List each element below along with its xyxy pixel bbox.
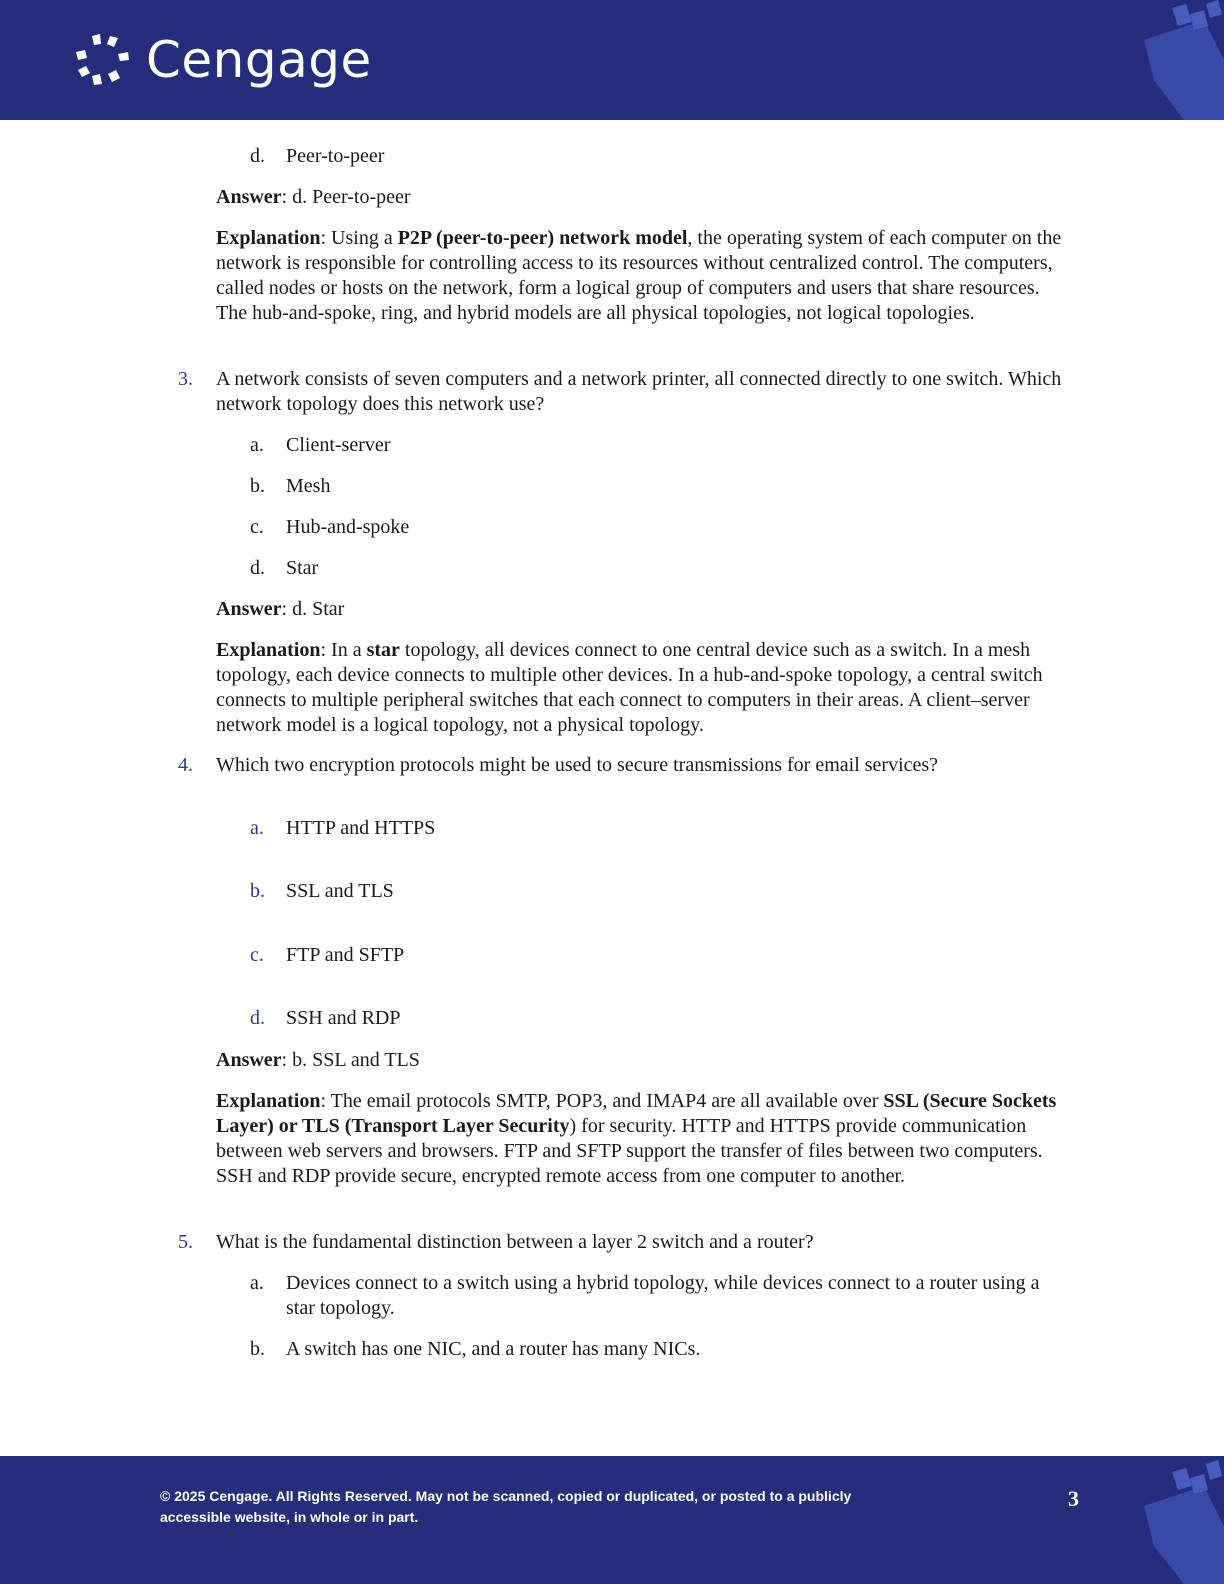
page-number: 3 <box>1068 1486 1079 1511</box>
question-3-explanation <box>216 638 1068 738</box>
explanation-text: : In a <box>320 639 367 661</box>
question-text: A network consists of seven computers and a network printer, all connected directly to one switch. Which network topology does this network use? <box>216 368 1062 415</box>
question-number: 4. <box>178 754 193 776</box>
option-letter: c. <box>250 516 264 538</box>
option-letter: d. <box>250 1007 265 1029</box>
option-text: Peer-to-peer <box>286 145 385 167</box>
explanation-label: Explanation <box>216 639 321 661</box>
option-text: SSH and RDP <box>286 1007 401 1029</box>
explanation-key-term: star <box>366 639 400 661</box>
explanation-text: : Using a <box>320 227 398 249</box>
explanation-key-term: P2P (peer-to-peer) network model <box>397 227 688 249</box>
explanation-text: : The email protocols SMTP, POP3, and IMAP4 are all available over <box>320 1090 884 1112</box>
option-text: A switch has one NIC, and a router has many NICs. <box>286 1338 701 1360</box>
explanation-text: , the operating system of each computer on the network is responsible for controlling access to its resources without centralized control. The computers, called nodes or hosts on the network, form a logical group of computers and users that share resources. The hub-and-spoke, ring, and hybrid models are all physical topologies, not logical topologies. <box>216 227 1062 324</box>
corner-decoration-icon <box>1134 0 1224 120</box>
option-text: SSL and TLS <box>286 880 394 902</box>
option-letter: d. <box>250 145 265 167</box>
page-header <box>0 0 1224 120</box>
option-text: Devices connect to a switch using a hybrid topology, while devices connect to a router using a star topology. <box>286 1272 1040 1319</box>
option-letter: a. <box>250 1272 264 1294</box>
question-3-answer <box>216 597 1068 622</box>
corner-decoration-icon <box>1134 1456 1224 1584</box>
question-4-explanation <box>216 1089 1068 1189</box>
option-letter: b. <box>250 475 265 497</box>
option-text: HTTP and HTTPS <box>286 817 436 839</box>
option-letter: a. <box>250 434 264 456</box>
brand-name: Cengage <box>146 31 372 89</box>
question-text: What is the fundamental distinction between a layer 2 switch and a router? <box>216 1231 814 1253</box>
answer-label: Answer <box>216 1049 282 1071</box>
explanation-key-term: SSL (Secure Sockets Layer) or TLS (Transport Layer Security <box>216 1090 1057 1137</box>
option-letter: a. <box>250 817 264 839</box>
cengage-logo-icon <box>72 30 142 90</box>
answer-text: : d. Peer-to-peer <box>281 186 411 208</box>
answer-text: : b. SSL and TLS <box>281 1049 420 1071</box>
copyright-notice: © 2025 Cengage. All Rights Reserved. May not be scanned, copied or duplicated, or posted to a publicly accessible website, in whole or in part. <box>160 1488 852 1525</box>
answer-label: Answer <box>216 186 282 208</box>
option-text: Hub-and-spoke <box>286 516 410 538</box>
explanation-text: ) for security. HTTP and HTTPS provide communication between web servers and browsers. FTP and SFTP support the transfer of files between two computers. SSH and RDP provide secure, encrypted remote access from one computer to another. <box>216 1115 1043 1187</box>
option-letter: d. <box>250 557 265 579</box>
question-text: Which two encryption protocols might be used to secure transmissions for email services? <box>216 754 939 776</box>
option-text: Mesh <box>286 475 331 497</box>
option-text: FTP and SFTP <box>286 944 405 966</box>
question-number: 3. <box>178 368 193 390</box>
option-text: Client-server <box>286 434 391 456</box>
question-4-answer <box>216 1048 1068 1073</box>
option-letter: b. <box>250 1338 265 1360</box>
question-2-explanation <box>216 226 1068 326</box>
option-text: Star <box>286 557 319 579</box>
option-letter: c. <box>250 944 264 966</box>
explanation-text: topology, all devices connect to one central device such as a switch. In a mesh topology, each device connects to multiple other devices. In a hub-and-spoke topology, a central switch connects to multiple peripheral switches that each connect to computers in their areas. A client–server network model is a logical topology, not a physical topology. <box>216 639 1043 736</box>
answer-text: : d. Star <box>281 598 345 620</box>
question-2-answer <box>216 185 1068 210</box>
explanation-label: Explanation <box>216 227 321 249</box>
page-footer <box>0 1456 1224 1584</box>
option-letter: b. <box>250 880 265 902</box>
answer-label: Answer <box>216 598 282 620</box>
explanation-label: Explanation <box>216 1090 321 1112</box>
question-number: 5. <box>178 1231 193 1253</box>
